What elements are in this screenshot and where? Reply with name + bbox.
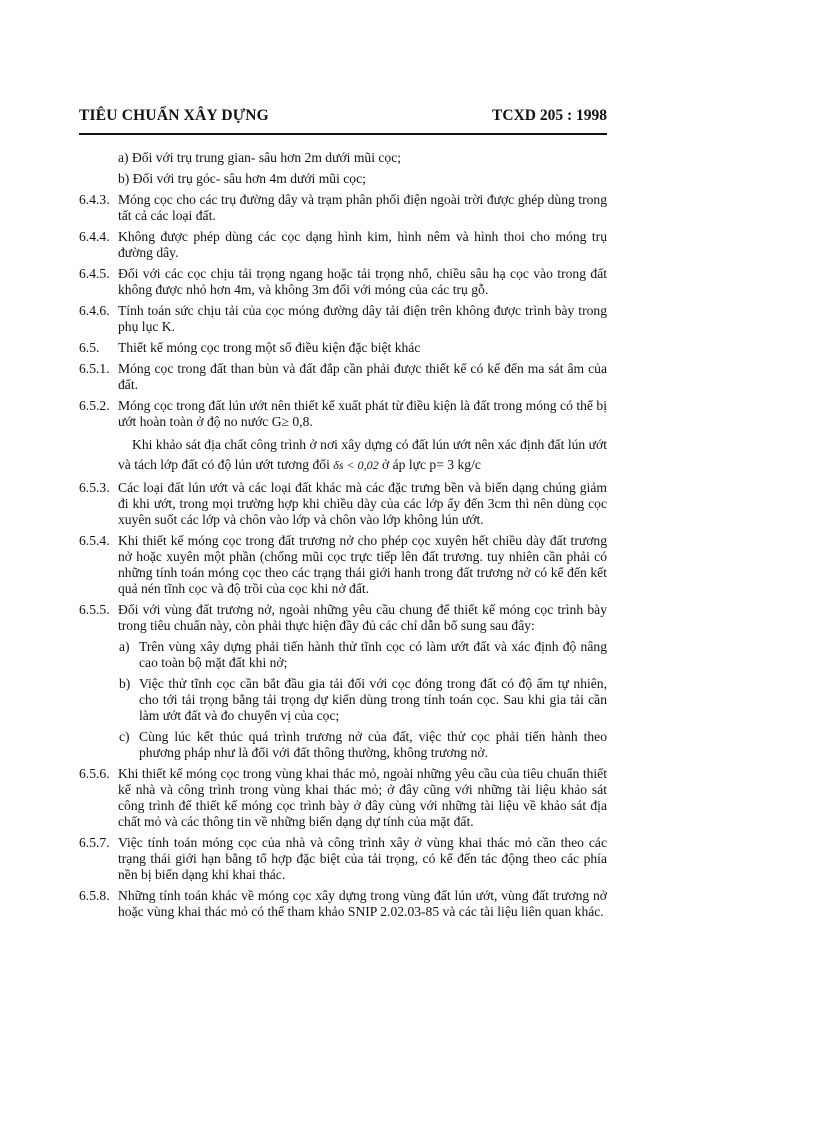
clause-number: 6.4.4.	[79, 229, 110, 244]
clause-6-4-3	[79, 192, 607, 224]
clause-6-5-2-continuation	[79, 435, 607, 475]
relative-settlement-formula: δs < 0,02	[333, 458, 379, 472]
intro-item: a) Đối với trụ trung gian- sâu hơn 2m dưới mũi cọc;	[118, 150, 402, 165]
clause-6-5-2	[79, 398, 607, 430]
clause-number: 6.5.1.	[79, 361, 110, 376]
item-label: c)	[119, 729, 130, 744]
clause-number: 6.5.3.	[79, 480, 110, 495]
clause-6-4-6	[79, 303, 607, 335]
header-standard-code: TCXD 205 : 1998	[492, 107, 607, 124]
clause-text: Những tính toán khác về móng cọc xây dựng trong vùng đất lún ướt, vùng đất trương nở hoặc vùng khai thác mỏ có thể tham khảo SNIP 2.02.03-85 và các tài liệu liên quan khác.	[118, 888, 607, 919]
clause-text: Đối với các cọc chịu tải trọng ngang hoặc tải trọng nhổ, chiều sâu hạ cọc vào trong đất không được nhỏ hơn 4m, và không 3m đối với móng của các trụ gỗ.	[118, 266, 607, 297]
clause-text: Móng cọc trong đất than bùn và đất đắp cần phải được thiết kế có kể đến ma sát âm của đất.	[118, 361, 607, 392]
clause-text: Tính toán sức chịu tải của cọc móng đường dây tải điện trên không được trình bày trong phụ lục K.	[118, 303, 607, 334]
section-number: 6.5.	[79, 340, 100, 355]
item-label: a)	[119, 639, 130, 654]
clause-text: Việc tính toán móng cọc của nhà và công trình xây ở vùng khai thác mỏ cần theo các trạng thái giới hạn bằng tổ hợp đặc biệt của tải trọng, có kể đến tác động theo các phía nền bị biến dạng khi khai thác.	[118, 835, 607, 882]
clause-number: 6.5.7.	[79, 835, 110, 850]
clause-number: 6.5.6.	[79, 766, 110, 781]
continuation-text-b: ở áp lực p= 3 kg/c	[382, 457, 481, 472]
clause-number: 6.5.8.	[79, 888, 110, 903]
continuation-text-a: Khi khảo sát địa chất công trình ở nơi xây dựng có đất lún ướt nên xác định đất lún ướt và tách lớp đất có độ lún ướt tương đối	[118, 437, 607, 472]
clause-6-4-4	[79, 229, 607, 261]
clause-number: 6.5.4.	[79, 533, 110, 548]
clause-6-5-3	[79, 480, 607, 528]
section-title: Thiết kế móng cọc trong một số điều kiện đặc biệt khác	[118, 340, 421, 355]
clause-6-5-5	[79, 602, 607, 634]
clause-text: Khi thiết kế móng cọc trong vùng khai thác mỏ, ngoài những yêu cầu của tiêu chuẩn thiết kế nhà và công trình trong vùng khai thác mỏ; ở đây cũng với những tài liệu khảo sát công trình để thiết kế móng cọc trình bày ở đây cùng với những tài liệu về khảo sát địa chất mỏ và các thông tin về những biến dạng dự tính của mặt đất.	[118, 766, 607, 829]
clause-6-5-6	[79, 766, 607, 830]
clause-text: Móng cọc trong đất lún ướt nên thiết kế xuất phát từ điều kiện là đất trong móng có thể bị ướt hoàn toàn ở độ no nước G≥ 0,8.	[118, 398, 607, 429]
clause-number: 6.5.5.	[79, 602, 110, 617]
clause-6-5-5-item-c	[79, 729, 607, 761]
clause-text: Đối với vùng đất trương nở, ngoài những yêu cầu chung để thiết kế móng cọc trình bày trong tiêu chuẩn này, còn phải thực hiện đầy đủ các chỉ dẫn bổ sung sau đây:	[118, 602, 607, 633]
clause-6-5-4	[79, 533, 607, 597]
clause-text: Các loại đất lún ướt và các loại đất khác mà các đặc trưng bền và biến dạng chúng giảm đi khi ướt, trong mọi trường hợp khi chiều dày của các lớp ấy đến 3cm thì nên dùng cọc xuyên suốt các lớp và chôn vào lớp và chôn vào lớp không lún ướt.	[118, 480, 607, 527]
item-text: Việc thử tĩnh cọc cần bắt đầu gia tải đối với cọc đóng trong đất có độ ẩm tự nhiên, cho tới tải trọng bằng tải trọng dự kiến dùng trong tính toán cọc. Sau khi gia tải cần làm ướt đất và đo chuyển vị của cọc;	[139, 676, 607, 723]
header-title: TIÊU CHUẨN XÂY DỰNG	[79, 107, 269, 124]
page-header	[79, 105, 607, 135]
item-text: Cùng lúc kết thúc quá trình trương nở của đất, việc thử cọc phải tiến hành theo phương pháp như là đối với đất thông thường, không trương nở.	[139, 729, 607, 760]
section-6-5	[79, 340, 607, 356]
clause-number: 6.4.6.	[79, 303, 110, 318]
clause-number: 6.4.3.	[79, 192, 110, 207]
clause-text: Móng cọc cho các trụ đường dây và trạm phân phối điện ngoài trời được ghép dùng trong tất cả các loại đất.	[118, 192, 607, 223]
clause-number: 6.4.5.	[79, 266, 110, 281]
clause-number: 6.5.2.	[79, 398, 110, 413]
document-body	[79, 150, 607, 925]
clause-6-5-5-item-b	[79, 676, 607, 724]
item-text: Trên vùng xây dựng phải tiến hành thử tĩnh cọc có làm ướt đất và xác định độ nâng cao toàn bộ mặt đất khi nở;	[139, 639, 607, 670]
clause-6-4-5	[79, 266, 607, 298]
clause-6-5-8	[79, 888, 607, 920]
clause-text: Khi thiết kế móng cọc trong đất trương nở cho phép cọc xuyên hết chiều dày đất trương nở hoặc xuyên một phần (chống mũi cọc trực tiếp lên đất trương. tuy nhiên cần phải có những tính toán móng cọc theo các trạng thái giới hanh trong đất trương nở có kể đến kết quả nén tĩnh cọc và độ trồi của cọc khi nở đất.	[118, 533, 607, 596]
intro-item: b) Đối với trụ góc- sâu hơn 4m dưới mũi cọc;	[118, 171, 366, 186]
clause-text: Không được phép dùng các cọc dạng hình kim, hình nêm và hình thoi cho móng trụ đường dây.	[118, 229, 607, 260]
clause-6-5-7	[79, 835, 607, 883]
clause-6-5-1	[79, 361, 607, 393]
item-label: b)	[119, 676, 131, 691]
clause-6-5-5-item-a	[79, 639, 607, 671]
